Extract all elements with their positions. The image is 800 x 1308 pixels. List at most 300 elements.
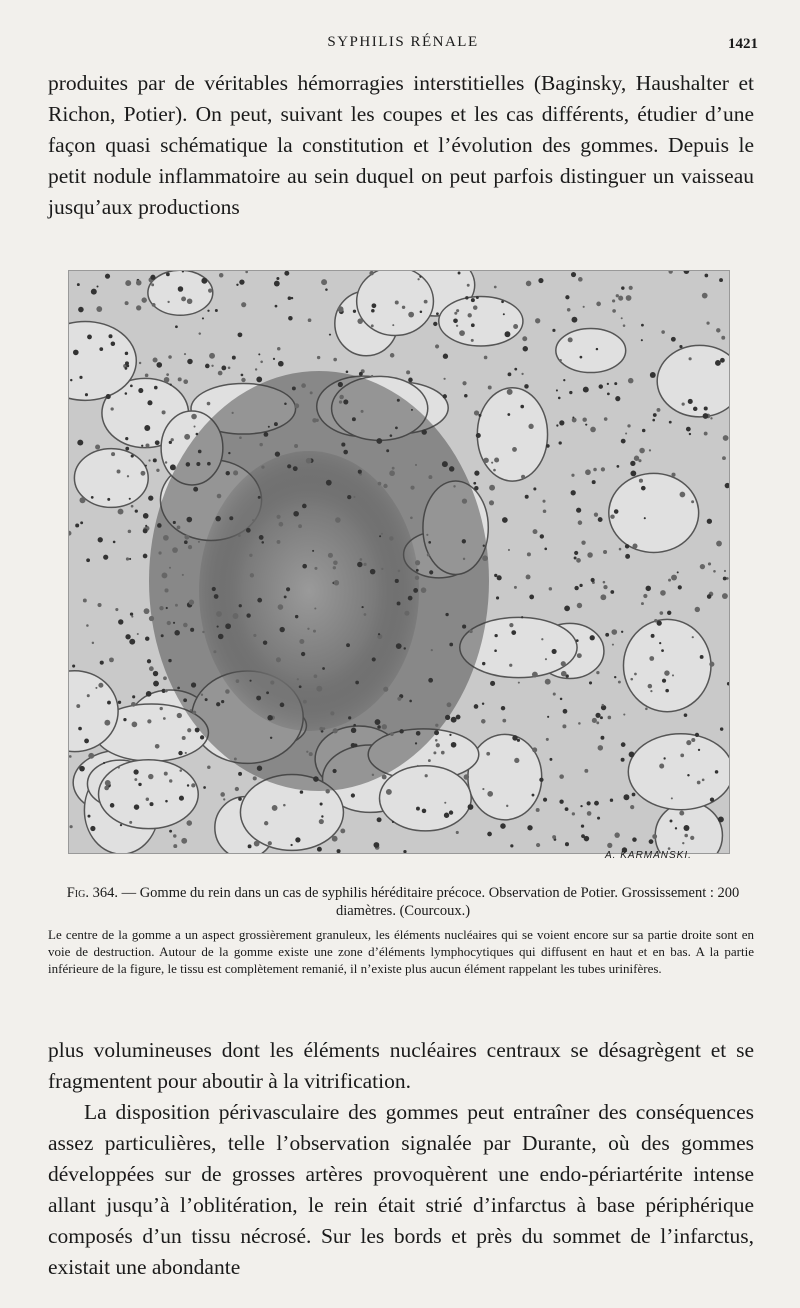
cell-nucleus	[397, 697, 401, 701]
cell-nucleus	[320, 802, 323, 805]
cell-nucleus	[173, 834, 176, 837]
cell-nucleus	[70, 825, 73, 828]
cell-nucleus	[577, 653, 582, 658]
page-number: 1421	[728, 36, 758, 52]
cell-nucleus	[596, 348, 598, 350]
cell-nucleus	[406, 370, 410, 374]
cell-nucleus	[615, 396, 620, 401]
cell-nucleus	[130, 612, 133, 615]
cell-nucleus	[565, 295, 569, 299]
cell-nucleus	[268, 426, 270, 428]
cell-nucleus	[141, 445, 143, 447]
paragraph-bottom-2	[48, 1097, 754, 1283]
cell-nucleus	[703, 413, 709, 419]
cell-nucleus	[163, 717, 166, 720]
cell-nucleus	[278, 604, 284, 610]
cell-nucleus	[600, 716, 603, 719]
cell-nucleus	[99, 347, 103, 351]
cell-nucleus	[98, 537, 103, 542]
cell-nucleus	[538, 278, 543, 283]
cell-nucleus	[476, 433, 481, 438]
cell-nucleus	[546, 738, 549, 741]
cell-nucleus	[144, 608, 150, 614]
cell-nucleus	[648, 684, 653, 689]
cell-nucleus	[463, 558, 465, 560]
cell-nucleus	[284, 595, 287, 598]
cell-nucleus	[469, 630, 473, 634]
cell-nucleus	[178, 751, 182, 755]
cell-nucleus	[416, 731, 421, 736]
cell-nucleus	[228, 367, 231, 370]
illustrator-signature: A. KARMANSKI.	[605, 850, 692, 861]
cell-nucleus	[133, 769, 138, 774]
cell-nucleus	[642, 429, 646, 433]
cell-nucleus	[129, 639, 135, 645]
cell-nucleus	[191, 414, 197, 420]
cell-nucleus	[218, 371, 223, 376]
cell-nucleus	[370, 569, 376, 575]
cell-nucleus	[371, 324, 374, 327]
cell-nucleus	[454, 312, 457, 315]
cell-nucleus	[594, 801, 599, 806]
cell-nucleus	[179, 796, 184, 801]
cell-nucleus	[623, 794, 629, 800]
cell-nucleus	[96, 285, 98, 287]
cell-nucleus	[213, 650, 216, 653]
cell-nucleus	[186, 462, 190, 466]
cell-nucleus	[578, 722, 581, 725]
cell-nucleus	[217, 625, 219, 627]
cell-nucleus	[337, 849, 341, 853]
cell-nucleus	[496, 596, 499, 599]
cell-nucleus	[721, 336, 725, 340]
cell-nucleus	[169, 567, 171, 569]
cell-nucleus	[257, 598, 262, 603]
cell-nucleus	[612, 309, 616, 313]
cell-nucleus	[610, 590, 614, 594]
cell-nucleus	[129, 821, 132, 824]
cell-nucleus	[153, 458, 157, 462]
cell-nucleus	[572, 812, 575, 815]
cell-nucleus	[483, 545, 485, 547]
cell-nucleus	[169, 779, 172, 782]
cell-nucleus	[592, 718, 597, 723]
cell-nucleus	[707, 594, 712, 599]
cell-nucleus	[559, 800, 563, 804]
cell-nucleus	[170, 384, 172, 386]
cell-nucleus	[416, 569, 419, 572]
cell-nucleus	[196, 462, 200, 466]
cell-nucleus	[578, 277, 583, 282]
cell-nucleus	[249, 680, 251, 682]
cell-nucleus	[435, 724, 438, 727]
paragraph-bottom-1: plus volumineuses dont les éléments nucléaires centraux se désagrègent et se fragmentent pour aboutir à la vitrification.	[48, 1038, 754, 1093]
cell-nucleus	[302, 504, 307, 509]
cell-nucleus	[660, 590, 666, 596]
cell-nucleus	[451, 717, 457, 723]
cell-nucleus	[443, 394, 447, 398]
cell-nucleus	[165, 800, 168, 803]
cell-nucleus	[235, 787, 239, 791]
cell-nucleus	[173, 521, 176, 524]
cell-nucleus	[139, 362, 141, 364]
cell-nucleus	[462, 625, 466, 629]
cell-nucleus	[239, 604, 242, 607]
cell-nucleus	[297, 678, 299, 680]
cell-nucleus	[723, 435, 729, 441]
cell-nucleus	[607, 843, 612, 848]
cell-nucleus	[582, 417, 586, 421]
cell-nucleus	[389, 470, 395, 476]
cell-nucleus	[110, 803, 115, 808]
cell-nucleus	[659, 764, 664, 769]
cell-nucleus	[533, 487, 536, 490]
cell-nucleus	[506, 805, 508, 807]
cell-nucleus	[431, 649, 433, 651]
cell-nucleus	[484, 356, 488, 360]
cell-nucleus	[75, 523, 79, 527]
cell-nucleus	[597, 817, 600, 820]
cell-nucleus	[125, 392, 128, 395]
cell-nucleus	[358, 470, 362, 474]
cell-nucleus	[168, 659, 171, 662]
cell-nucleus	[629, 286, 633, 290]
cell-nucleus	[293, 466, 298, 471]
cell-nucleus	[148, 774, 153, 779]
cell-nucleus	[181, 838, 187, 844]
cell-nucleus	[444, 802, 446, 804]
renal-tubule	[623, 619, 711, 711]
cell-nucleus	[524, 384, 529, 389]
cell-nucleus	[248, 844, 252, 848]
cell-nucleus	[129, 498, 131, 500]
cell-nucleus	[79, 497, 85, 503]
cell-nucleus	[634, 456, 639, 461]
cell-nucleus	[596, 721, 599, 724]
cell-nucleus	[212, 587, 216, 591]
cell-nucleus	[103, 762, 105, 764]
cell-nucleus	[687, 774, 689, 776]
cell-nucleus	[268, 841, 272, 845]
cell-nucleus	[125, 447, 129, 451]
cell-nucleus	[309, 752, 313, 756]
cell-nucleus	[408, 378, 413, 383]
cell-nucleus	[127, 475, 129, 477]
cell-nucleus	[612, 299, 615, 302]
cell-nucleus	[96, 306, 102, 312]
cell-nucleus	[561, 661, 566, 666]
cell-nucleus	[679, 811, 684, 816]
cell-nucleus	[571, 490, 576, 495]
cell-nucleus	[277, 347, 281, 351]
cell-nucleus	[352, 417, 356, 421]
cell-nucleus	[587, 801, 591, 805]
cell-nucleus	[564, 605, 570, 611]
cell-nucleus	[129, 558, 131, 560]
cell-nucleus	[415, 560, 420, 565]
cell-nucleus	[668, 579, 671, 582]
cell-nucleus	[502, 719, 506, 723]
cell-nucleus	[253, 776, 257, 780]
cell-nucleus	[720, 358, 725, 363]
cell-nucleus	[436, 312, 439, 315]
cell-nucleus	[427, 553, 430, 556]
cell-nucleus	[626, 295, 632, 301]
cell-nucleus	[145, 444, 149, 448]
cell-nucleus	[136, 305, 141, 310]
cell-nucleus	[602, 704, 604, 706]
cell-nucleus	[710, 797, 714, 801]
cell-nucleus	[381, 533, 383, 535]
cell-nucleus	[610, 798, 613, 801]
cell-nucleus	[276, 657, 281, 662]
cell-nucleus	[223, 798, 225, 800]
cell-nucleus	[346, 370, 349, 373]
cell-nucleus	[353, 310, 356, 313]
cell-nucleus	[264, 432, 269, 437]
cell-nucleus	[211, 365, 213, 367]
cell-nucleus	[603, 581, 606, 584]
cell-nucleus	[155, 744, 160, 749]
cell-nucleus	[163, 676, 167, 680]
cell-nucleus	[522, 336, 527, 341]
cell-nucleus	[652, 834, 657, 839]
cell-nucleus	[386, 449, 389, 452]
cell-nucleus	[428, 541, 431, 544]
cell-nucleus	[705, 274, 709, 278]
cell-nucleus	[186, 820, 192, 826]
cell-nucleus	[464, 394, 468, 398]
cell-nucleus	[580, 356, 583, 359]
cell-nucleus	[276, 515, 280, 519]
cell-nucleus	[646, 586, 651, 591]
cell-nucleus	[580, 805, 582, 807]
cell-nucleus	[263, 640, 267, 644]
cell-nucleus	[507, 389, 513, 395]
cell-nucleus	[332, 769, 336, 773]
cell-nucleus	[502, 517, 508, 523]
cell-nucleus	[316, 686, 322, 692]
cell-nucleus	[351, 793, 355, 797]
cell-nucleus	[514, 586, 517, 589]
cell-nucleus	[567, 308, 571, 312]
cell-nucleus	[559, 420, 564, 425]
cell-nucleus	[402, 306, 405, 309]
cell-nucleus	[171, 438, 174, 441]
cell-nucleus	[341, 443, 345, 447]
cell-nucleus	[527, 825, 532, 830]
cell-nucleus	[190, 709, 192, 711]
cell-nucleus	[667, 611, 671, 615]
cell-nucleus	[462, 381, 466, 385]
cell-nucleus	[118, 509, 124, 515]
cell-nucleus	[690, 836, 694, 840]
cell-nucleus	[508, 372, 512, 376]
cell-nucleus	[507, 413, 510, 416]
cell-nucleus	[508, 549, 510, 551]
cell-nucleus	[541, 638, 543, 640]
cell-nucleus	[326, 480, 332, 486]
cell-nucleus	[614, 676, 616, 678]
cell-nucleus	[386, 789, 392, 795]
cell-nucleus	[167, 621, 171, 625]
cell-nucleus	[659, 642, 661, 644]
cell-nucleus	[671, 797, 673, 799]
cell-nucleus	[260, 361, 263, 364]
cell-nucleus	[314, 674, 318, 678]
cell-nucleus	[576, 508, 581, 513]
cell-nucleus	[462, 539, 466, 543]
cell-nucleus	[335, 517, 341, 523]
cell-nucleus	[444, 813, 449, 818]
cell-nucleus	[618, 296, 623, 301]
cell-nucleus	[88, 753, 94, 759]
cell-nucleus	[128, 530, 132, 534]
cell-nucleus	[233, 613, 239, 619]
cell-nucleus	[290, 844, 292, 846]
cell-nucleus	[684, 713, 688, 717]
cell-nucleus	[355, 681, 359, 685]
cell-nucleus	[86, 558, 90, 562]
cell-nucleus	[371, 309, 375, 313]
cell-nucleus	[132, 695, 135, 698]
cell-nucleus	[419, 276, 421, 278]
cell-nucleus	[449, 643, 453, 647]
cell-nucleus	[424, 300, 428, 304]
cell-nucleus	[339, 395, 344, 400]
cell-nucleus	[209, 353, 215, 359]
cell-nucleus	[84, 738, 89, 743]
cell-nucleus	[713, 570, 716, 573]
cell-nucleus	[321, 279, 327, 285]
cell-nucleus	[716, 541, 722, 547]
cell-nucleus	[321, 815, 323, 817]
cell-nucleus	[137, 633, 139, 635]
cell-nucleus	[151, 283, 154, 286]
cell-nucleus	[467, 284, 470, 287]
cell-nucleus	[334, 580, 339, 585]
cell-nucleus	[435, 344, 439, 348]
cell-nucleus	[276, 277, 279, 280]
cell-nucleus	[287, 464, 291, 468]
cell-nucleus	[270, 680, 274, 684]
cell-nucleus	[255, 368, 257, 370]
cell-nucleus	[274, 422, 278, 426]
cell-nucleus	[526, 281, 532, 287]
cell-nucleus	[632, 544, 637, 549]
cell-nucleus	[192, 711, 196, 715]
cell-nucleus	[351, 728, 356, 733]
cell-nucleus	[184, 535, 189, 540]
cell-nucleus	[590, 635, 595, 640]
cell-nucleus	[295, 837, 300, 842]
cell-nucleus	[630, 678, 633, 681]
cell-nucleus	[246, 528, 251, 533]
cell-nucleus	[196, 433, 199, 436]
cell-nucleus	[691, 738, 695, 742]
cell-nucleus	[118, 701, 121, 704]
cell-nucleus	[91, 289, 97, 295]
cell-nucleus	[167, 301, 169, 303]
cell-nucleus	[672, 674, 674, 676]
cell-nucleus	[422, 809, 427, 814]
cell-nucleus	[92, 642, 94, 644]
cell-nucleus	[125, 437, 128, 440]
cell-nucleus	[165, 689, 168, 692]
cell-nucleus	[134, 804, 139, 809]
cell-nucleus	[684, 834, 688, 838]
cell-nucleus	[203, 786, 206, 789]
renal-tubule	[477, 388, 547, 481]
cell-nucleus	[491, 462, 493, 464]
cell-nucleus	[177, 687, 180, 690]
cell-nucleus	[168, 355, 172, 359]
cell-nucleus	[576, 558, 581, 563]
cell-nucleus	[686, 427, 691, 432]
cell-nucleus	[420, 311, 423, 314]
cell-nucleus	[653, 413, 657, 417]
cell-nucleus	[451, 742, 457, 748]
cell-nucleus	[503, 313, 505, 315]
cell-nucleus	[347, 495, 351, 499]
cell-nucleus	[145, 636, 149, 640]
cell-nucleus	[478, 414, 481, 417]
cell-nucleus	[382, 724, 387, 729]
cell-nucleus	[270, 737, 272, 739]
cell-nucleus	[715, 770, 719, 774]
cell-nucleus	[581, 825, 584, 828]
cell-nucleus	[272, 805, 278, 811]
cell-nucleus	[556, 389, 558, 391]
cell-nucleus	[487, 791, 493, 797]
cell-nucleus	[317, 356, 320, 359]
cell-nucleus	[532, 794, 535, 797]
cell-nucleus	[441, 751, 445, 755]
cell-nucleus	[166, 607, 168, 609]
cell-nucleus	[241, 302, 246, 307]
cell-nucleus	[433, 751, 436, 754]
cell-nucleus	[111, 341, 116, 346]
cell-nucleus	[150, 275, 155, 280]
cell-nucleus	[125, 367, 128, 370]
cell-nucleus	[266, 691, 269, 694]
cell-nucleus	[363, 563, 366, 566]
cell-nucleus	[489, 485, 495, 491]
cell-nucleus	[141, 297, 146, 302]
cell-nucleus	[649, 449, 651, 451]
cell-nucleus	[179, 769, 181, 771]
cell-nucleus	[568, 337, 573, 342]
cell-nucleus	[540, 534, 544, 538]
cell-nucleus	[497, 575, 502, 580]
cell-nucleus	[148, 495, 153, 500]
cell-nucleus	[253, 634, 256, 637]
cell-nucleus	[177, 526, 181, 530]
cell-nucleus	[518, 682, 520, 684]
cell-nucleus	[468, 313, 472, 317]
cell-nucleus	[162, 410, 166, 414]
cell-nucleus	[536, 808, 540, 812]
cell-nucleus	[123, 718, 126, 721]
cell-nucleus	[343, 399, 348, 404]
cell-nucleus	[596, 302, 601, 307]
cell-nucleus	[306, 751, 308, 753]
cell-nucleus	[328, 553, 333, 558]
cell-nucleus	[357, 562, 362, 567]
cell-nucleus	[219, 273, 224, 278]
cell-nucleus	[523, 346, 528, 351]
cell-nucleus	[574, 551, 578, 555]
